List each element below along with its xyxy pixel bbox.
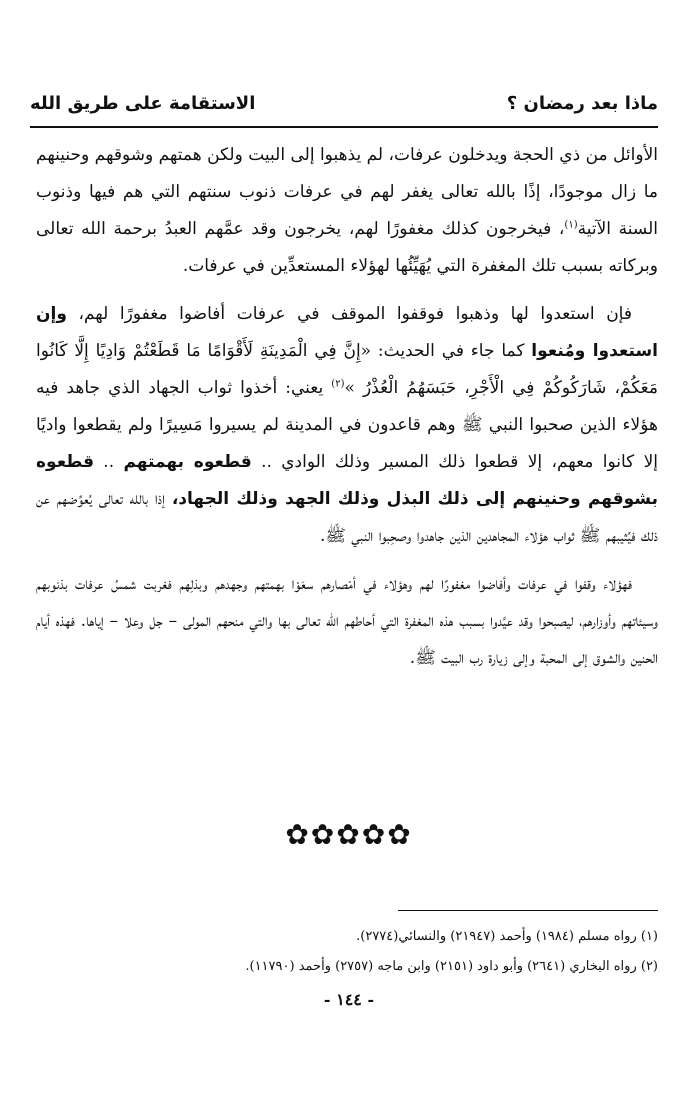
paragraph <box>36 566 658 677</box>
footnote-2: (٢) رواه البخاري (٢٦٤١) وأبو داود (٢١٥١) وابن ماجه (٢٧٥٧) وأحمد (١١٧٩٠). <box>245 959 658 974</box>
footnote-1: (١) رواه مسلم (١٩٨٤) وأحمد (٢١٩٤٧) والنسائي(٢٧٧٤). <box>356 929 658 944</box>
text-segment: إذا بالله تعالى يُعوِّضهم عن ذلك فيُثيبهم ﷺ ثواب هؤلاء المجاهدين الذين جاهدوا وصحِبوا النبي ﷺ. <box>36 489 658 546</box>
header-chapter-title: ماذا بعد رمضان ؟ <box>506 92 658 114</box>
footnote-marker: (٢) <box>331 378 345 390</box>
section-ornament: ✿✿✿✿✿ <box>285 818 413 851</box>
running-header <box>30 88 658 118</box>
header-divider <box>30 126 658 128</box>
footnote-marker: (١) <box>564 219 578 231</box>
text-segment: يعني: أخذوا ثواب الجهاد الذي جاهد فيه هؤلاء الذين صحبوا النبي ﷺ وهم قاعدون في المدينة لم يسيروا مَسِيرًا ولم يقطعوا واديًا إلا كانوا معهم، إلا قطعوا ذلك المسير وذلك الوادي .. <box>36 378 658 472</box>
emphasis-text: وإن استعدوا ومُنعوا <box>36 304 658 361</box>
body-text <box>36 137 658 688</box>
header-book-title: الاستقامة على طريق الله <box>30 92 256 114</box>
text-segment: .. <box>93 452 124 472</box>
text-segment: الأوائل من ذي الحجة ويدخلون عرفات، لم يذهبوا إلى البيت ولكن همتهم وشوقهم وحنينهم ما زال موجودًا، إذًا بالله تعالى يغفر لهم في عرفات ذنوب سنتهم التي هم فيها وذنوب السنة الآتية <box>36 145 658 239</box>
emphasis-text: قطعوه بشوقهم وحنينهم إلى ذلك البذل وذلك الجهد وذلك الجهاد، <box>36 452 658 509</box>
text-segment: ، فيخرجون كذلك مغفورًا لهم، يخرجون وقد عمَّهم العبدُ برحمة الله تعالى وبركاته بسبب تلك المغفرة التي يُهَيِّئُها لهؤلاء المستعدِّين في عرفات. <box>36 219 658 276</box>
footnote-divider <box>398 910 658 911</box>
emphasis-text: قطعوه بهمتهم <box>123 452 252 472</box>
text-segment: كما جاء في الحديث: «إِنَّ فِي الْمَدِينَةِ لَأَقْوَامًا مَا قَطَعْتُمْ وَادِيًا إِلَّا كَانُوا مَعَكُمْ، شَارَكُوكُمْ فِي الْأَجْرِ، حَبَسَهُمُ الْعُذْرُ » <box>36 341 658 398</box>
footnotes <box>40 922 658 982</box>
text-segment: فهؤلاء وقفوا في عرفات وأفاضوا مغفورًا لهم وهؤلاء في أمْصارهم سعَوْا بهمتهم وجهدهم وبذلِهم فغربت شمسُ عرفات بذنوبهم وسيئاتهم وأوزارهم، ليصبحوا وقد عيَّدوا بسبب هذه المغفرة التي أحاطهم الله تعالى بها والتي منحهم المولى – جل وعلا – إياها. فهذه أيام الحنين والشوق إلى المحبة وإلى زيارة رب البيت ﷺ. <box>36 574 658 668</box>
paragraph <box>36 137 658 285</box>
text-segment: فإن استعدوا لها وذهبوا فوقفوا الموقف في عرفات أفاضوا مغفورًا لهم، <box>66 304 632 324</box>
page-number: - ١٤٤ - <box>323 990 375 1009</box>
paragraph <box>36 296 658 555</box>
